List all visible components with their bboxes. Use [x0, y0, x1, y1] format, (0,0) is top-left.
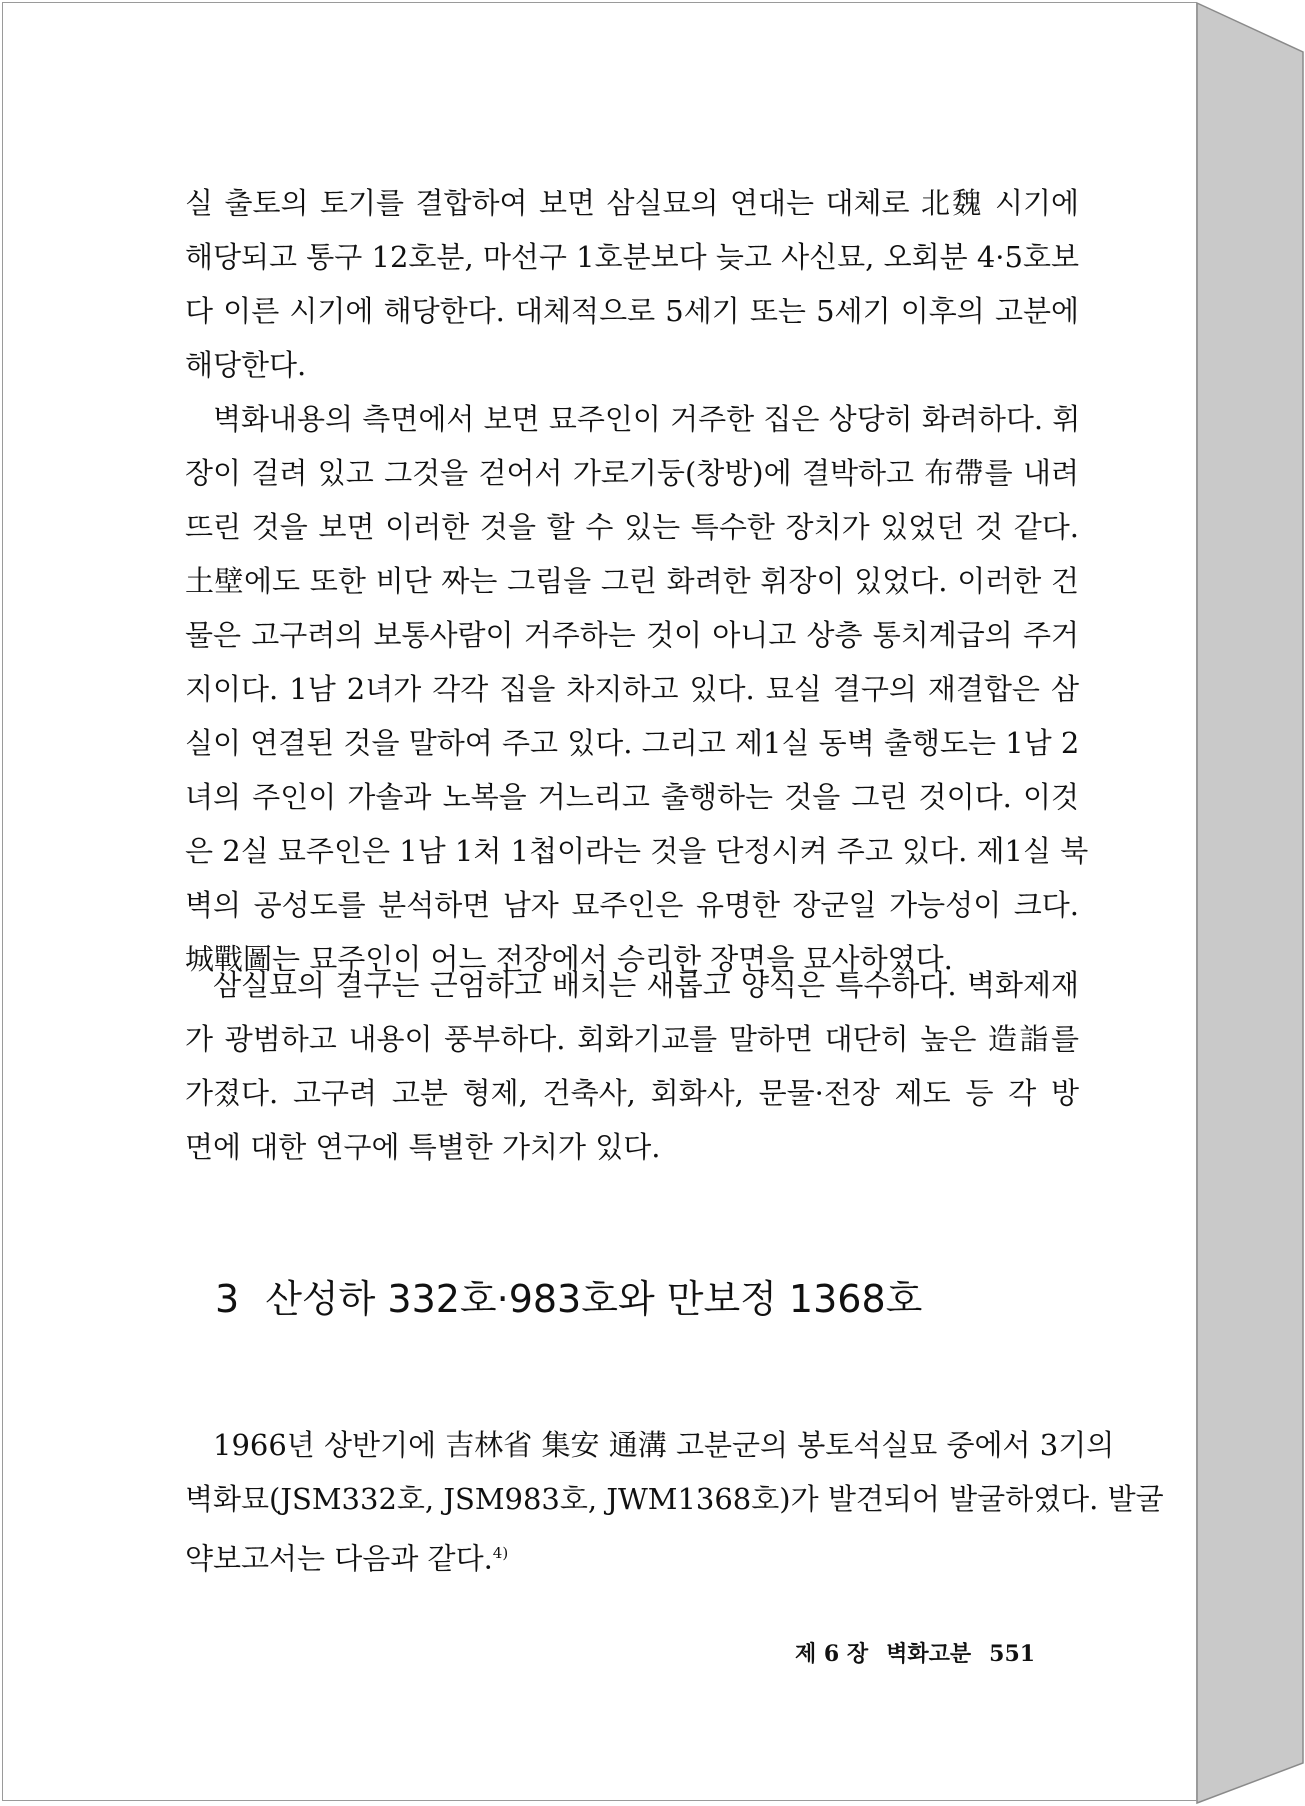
text-line: 삼실묘의 결구는 근엄하고 배치는 새롭고 양식은 특수하다. 벽화제재: [213, 968, 1079, 1002]
text-line: 해당되고 통구 12호분, 마선구 1호분보다 늦고 사신묘, 오회분 4·5호보: [185, 240, 1080, 274]
text-line: 은 2실 묘주인은 1남 1처 1첩이라는 것을 단정시켜 주고 있다. 제1실 북: [185, 834, 1089, 868]
text-line: 뜨린 것을 보면 이러한 것을 할 수 있는 특수한 장치가 있었던 것 같다.: [185, 510, 1079, 544]
text-line: 1966년 상반기에 吉林省 集安 通溝 고분군의 봉토석실묘 중에서 3기의: [213, 1428, 1115, 1462]
page-number: 551: [989, 1641, 1036, 1667]
text-line: 벽화묘(JSM332호, JSM983호, JWM1368호)가 발견되어 발굴하였다. 발굴: [185, 1482, 1164, 1516]
paragraph-mural-content: [185, 392, 1089, 986]
text-line-content: 약보고서는 다음과 같다.: [185, 1541, 493, 1576]
section-title: 산성하 332호·983호와 만보정 1368호: [265, 1277, 923, 1321]
paragraph-discovery: [185, 1418, 1164, 1586]
text-line: 지이다. 1남 2녀가 각각 집을 차지하고 있다. 묘실 결구의 재결합은 삼: [185, 672, 1079, 706]
paragraph-continuation: [185, 176, 1079, 392]
text-line: 녀의 주인이 가솔과 노복을 거느리고 출행하는 것을 그린 것이다. 이것: [185, 780, 1079, 814]
text-line: 실 출토의 토기를 결합하여 보면 삼실묘의 연대는 대체로 北魏 시기에: [185, 186, 1079, 220]
chapter-label: 제 6 장: [795, 1641, 869, 1667]
chapter-title: 벽화고분: [886, 1641, 972, 1667]
text-line: 가졌다. 고구려 고분 형제, 건축사, 회화사, 문물·전장 제도 등 각 방: [185, 1076, 1079, 1110]
text-line: 벽의 공성도를 분석하면 남자 묘주인은 유명한 장군일 가능성이 크다.: [185, 888, 1079, 922]
text-line: 장이 걸려 있고 그것을 걷어서 가로기둥(창방)에 결박하고 布帶를 내려: [185, 456, 1079, 490]
section-heading: [215, 1268, 922, 1323]
text-line: 土壁에도 또한 비단 짜는 그림을 그린 화려한 휘장이 있었다. 이러한 건: [185, 564, 1079, 598]
text-line: 다 이른 시기에 해당한다. 대체적으로 5세기 또는 5세기 이후의 고분에: [185, 294, 1079, 328]
text-line: 물은 고구려의 보통사람이 거주하는 것이 아니고 상층 통치계급의 주거: [185, 618, 1079, 652]
text-line: 城戰圖는 묘주인이 어느 전장에서 승리한 장면을 묘사하였다.: [185, 942, 953, 976]
text-line: 실이 연결된 것을 말하여 주고 있다. 그리고 제1실 동벽 출행도는 1남 2: [185, 726, 1080, 760]
text-line: 벽화내용의 측면에서 보면 묘주인이 거주한 집은 상당히 화려하다. 휘: [213, 402, 1081, 436]
running-footer: [795, 1637, 1053, 1668]
section-number: 3: [215, 1277, 240, 1321]
footnote-marker: 4): [492, 1544, 509, 1562]
text-line: [185, 1526, 1079, 1586]
text-line: 가 광범하고 내용이 풍부하다. 회화기교를 말하면 대단히 높은 造詣를: [185, 1022, 1079, 1056]
text-line: 해당한다.: [185, 348, 307, 382]
paragraph-structure: [185, 958, 1079, 1174]
text-line: 면에 대한 연구에 특별한 가치가 있다.: [185, 1130, 661, 1164]
